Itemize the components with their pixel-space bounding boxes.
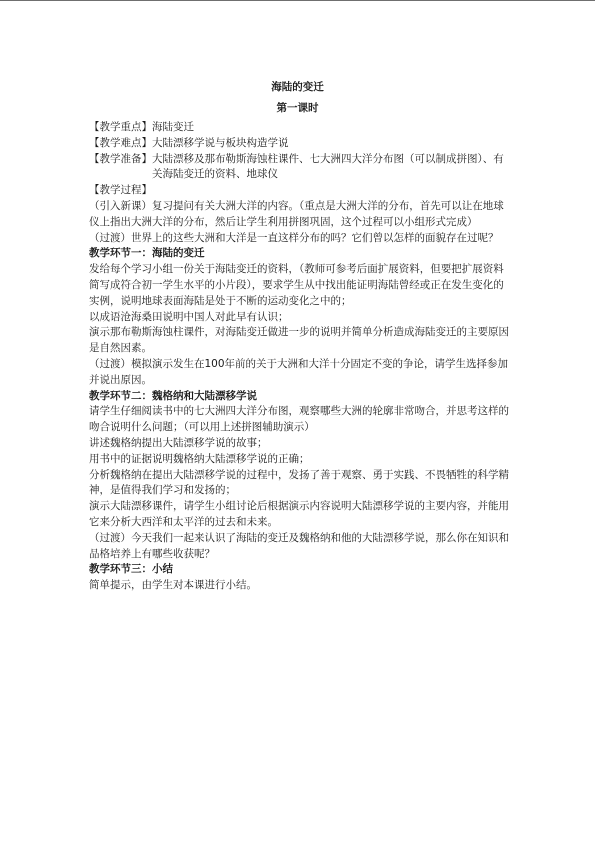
section-1-paragraph-3: 演示那布勒斯海蚀柱课件，对海陆变迁做进一步的说明并简单分析造成海陆变迁的主要原因是自然因素。 xyxy=(89,326,509,355)
document-title: 海陆的变迁 xyxy=(271,81,324,93)
section-2-paragraph-4: 分析魏格纳在提出大陆漂移学说的过程中，发扬了善于观察、勇于实践、不畏牺牲的科学精神，是值得我们学习和发扬的； xyxy=(89,468,509,497)
teaching-focus xyxy=(89,120,509,136)
section-2-paragraph-2: 讲述魏格纳提出大陆漂移学说的故事； xyxy=(89,436,268,449)
section-2-paragraph-3: 用书中的证据说明魏格纳大陆漂移学说的正确； xyxy=(89,452,310,465)
section-2-paragraph-1: 请学生仔细阅读书中的七大洲四大洋分布图，观察哪些大洲的轮廓非常吻合，并思考这样的吻合说明什么问题；（可以用上述拼图辅助演示） xyxy=(89,405,509,434)
document-subtitle: 第一课时 xyxy=(276,102,319,114)
transition-3: （过渡）今天我们一起来认识了海陆的变迁及魏格纳和他的大陆漂移学说，那么你在知识和品格培养上有哪些收获呢？ xyxy=(89,531,509,560)
transition-2: （过渡）模拟演示发生在100年前的关于大洲和大洋十分固定不变的争论，请学生选择参加并说出原因。 xyxy=(89,357,509,386)
transition-1: （过渡）世界上的这些大洲和大洋是一直这样分布的吗？它们曾以怎样的面貌存在过呢？ xyxy=(89,231,499,244)
teaching-difficulty-tag: 【教学难点】 xyxy=(89,136,152,149)
section-1-heading: 教学环节一：海陆的变迁 xyxy=(89,247,205,260)
teaching-prep-tag: 【教学准备】 xyxy=(89,152,152,165)
intro-paragraph: （引入新课）复习提问有关大洲大洋的内容。（重点是大洲大洋的分布，首先可以让在地球仪上指出大洲大洋的分布，然后让学生利用拼图巩固，这个过程可以小组形式完成） xyxy=(89,199,504,228)
top-border-line xyxy=(0,0,595,1)
section-1-paragraph-1: 发给每个学习小组一份关于海陆变迁的资料，（教师可参考后面扩展资料，但要把扩展资料简写成符合初一学生水平的小片段），要求学生从中找出能证明海陆曾经或正在发生变化的实例，说明地球表面海陆是处于不断的运动变化之中的； xyxy=(89,263,504,307)
teaching-focus-tag: 【教学重点】 xyxy=(89,121,152,133)
section-3-heading: 教学环节三：小结 xyxy=(89,563,173,576)
document-body xyxy=(89,120,509,594)
section-3-paragraph-1: 简单提示，由学生对本课进行小结。 xyxy=(89,579,257,592)
teaching-difficulty-text: 大陆漂移学说与板块构造学说 xyxy=(152,136,289,149)
section-1-paragraph-2: 以成语沧海桑田说明中国人对此早有认识； xyxy=(89,310,289,323)
teaching-focus-text: 海陆变迁 xyxy=(152,121,194,133)
teaching-prep-text: 大陆漂移及那布勒斯海蚀柱课件、七大洲四大洋分布图（可以制成拼图）、有关海陆变迁的资料、地球仪 xyxy=(152,152,504,181)
teaching-difficulty xyxy=(89,136,509,152)
teaching-process-tag: 【教学过程】 xyxy=(89,184,152,197)
teaching-prep xyxy=(89,152,509,184)
section-2-paragraph-5: 演示大陆漂移课件，请学生小组讨论后根据演示内容说明大陆漂移学说的主要内容，并能用它来分析大西洋和太平洋的过去和未来。 xyxy=(89,500,509,528)
section-2-heading: 教学环节二：魏格纳和大陆漂移学说 xyxy=(89,389,257,402)
